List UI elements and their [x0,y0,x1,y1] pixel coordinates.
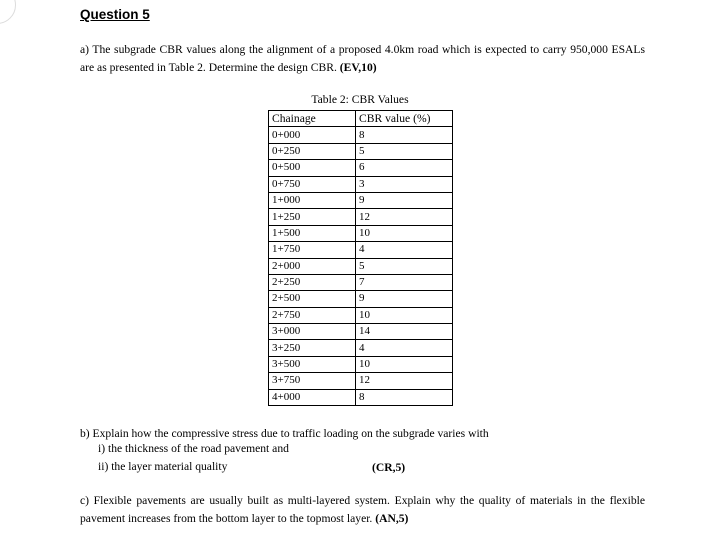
table-row [269,242,453,258]
part-b-text: b) Explain how the compressive stress due to traffic loading on the subgrade varies with [80,427,489,440]
table-body [269,127,453,406]
cbr-value-cell: 3 [356,176,453,192]
chainage-cell: 2+250 [269,274,356,290]
part-a-mark: (EV,10) [339,60,377,74]
part-c-paragraph [80,492,645,527]
chainage-cell: 3+750 [269,373,356,389]
cbr-table [268,110,453,406]
cbr-value-cell: 12 [356,209,453,225]
chainage-cell: 0+750 [269,176,356,192]
cbr-value-cell: 8 [356,127,453,143]
cbr-value-cell: 10 [356,356,453,372]
part-b-item-i: i) the thickness of the road pavement and [98,442,289,455]
table-row [269,192,453,208]
cbr-value-cell: 10 [356,225,453,241]
cbr-value-cell: 14 [356,324,453,340]
cbr-value-cell: 8 [356,389,453,405]
part-b-item-ii: ii) the layer material quality [98,460,228,473]
chainage-cell: 1+750 [269,242,356,258]
chainage-cell: 1+500 [269,225,356,241]
table-row [269,143,453,159]
chainage-cell: 2+500 [269,291,356,307]
cbr-value-cell: 5 [356,143,453,159]
table-row [269,160,453,176]
header-chainage: Chainage [269,111,356,127]
part-a-text: a) The subgrade CBR values along the alignment of a proposed 4.0km road which is expected to carry 950,000 ESALs are as presented in Table 2. Determine the design CBR. [80,43,645,74]
header-cbr-value: CBR value (%) [356,111,453,127]
table-row [269,258,453,274]
chainage-cell: 1+000 [269,192,356,208]
table-row [269,324,453,340]
chainage-cell: 3+250 [269,340,356,356]
cbr-value-cell: 10 [356,307,453,323]
table-row [269,176,453,192]
cbr-value-cell: 9 [356,192,453,208]
chainage-cell: 0+000 [269,127,356,143]
cbr-value-cell: 7 [356,274,453,290]
table-row [269,225,453,241]
chainage-cell: 4+000 [269,389,356,405]
table-row [269,340,453,356]
part-a-paragraph [80,41,645,76]
table-row [269,274,453,290]
table-row [269,209,453,225]
table-row [269,127,453,143]
question-title: Question 5 [80,7,150,22]
chainage-cell: 0+250 [269,143,356,159]
table-caption: Table 2: CBR Values [311,93,409,106]
chainage-cell: 3+500 [269,356,356,372]
chainage-cell: 3+000 [269,324,356,340]
table-header-row [269,111,453,127]
part-b-mark: (CR,5) [372,461,406,474]
cbr-value-cell: 6 [356,160,453,176]
page-corner-decoration [0,0,16,24]
table-row [269,356,453,372]
table-row [269,307,453,323]
chainage-cell: 2+000 [269,258,356,274]
chainage-cell: 0+500 [269,160,356,176]
part-c-text: c) Flexible pavements are usually built as multi-layered system. Explain why the quality of materials in the flexible pavement increases from the bottom layer to the topmost layer. [80,494,645,525]
cbr-value-cell: 4 [356,242,453,258]
cbr-value-cell: 4 [356,340,453,356]
part-c-mark: (AN,5) [375,511,409,525]
chainage-cell: 1+250 [269,209,356,225]
cbr-value-cell: 5 [356,258,453,274]
table-row [269,373,453,389]
table-row [269,389,453,405]
cbr-value-cell: 12 [356,373,453,389]
cbr-value-cell: 9 [356,291,453,307]
table-row [269,291,453,307]
chainage-cell: 2+750 [269,307,356,323]
